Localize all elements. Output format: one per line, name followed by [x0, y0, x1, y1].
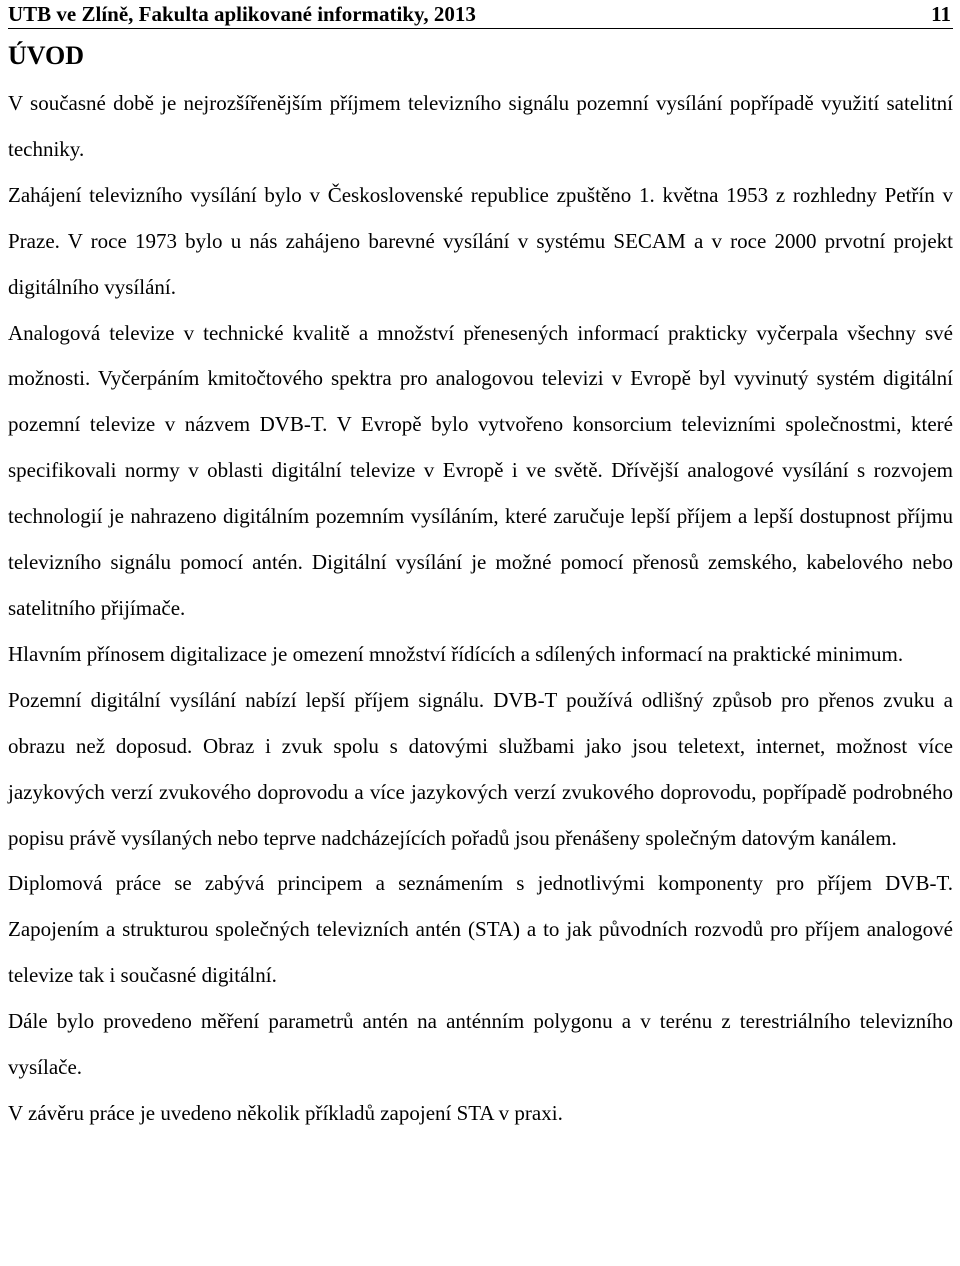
paragraph-8: V závěru práce je uvedeno několik příkladů zapojení STA v praxi.: [8, 1100, 563, 1125]
paragraph-6: Diplomová práce se zabývá principem a seznámením s jednotlivými komponenty pro příjem DVB-T. Zapojením a strukturou společných televizních antén (STA) a to jak původních rozvodů pro příjem analogové televize tak i současné digitální.: [8, 871, 953, 988]
body-text: [8, 81, 953, 1137]
header-title: UTB ve Zlíně, Fakulta aplikované informatiky, 2013: [8, 2, 476, 26]
running-header: [8, 0, 953, 29]
paragraph-3: Analogová televize v technické kvalitě a množství přenesených informací prakticky vyčerpala všechny své možnosti. Vyčerpáním kmitočtového spektra pro analogovou televizi v Evropě byl vyvinutý systém digitální pozemní televize v názvem DVB-T. V Evropě bylo vytvořeno konsorcium televizními společnostmi, které specifikovali normy v oblasti digitální televize v Evropě i ve světě. Dřívější analogové vysílání s rozvojem technologií je nahrazeno digitálním pozemním vysíláním, které zaručuje lepší příjem a lepší dostupnost příjmu televizního signálu pomocí antén. Digitální vysílání je možné pomocí přenosů zemského, kabelového nebo satelitního přijímače.: [8, 320, 953, 620]
paragraph-4: Hlavním přínosem digitalizace je omezení množství řídících a sdílených informací na praktické minimum.: [8, 641, 904, 666]
section-title: ÚVOD: [8, 41, 85, 70]
paragraph-2: Zahájení televizního vysílání bylo v Československé republice zpuštěno 1. května 1953 z rozhledny Petřín v Praze. V roce 1973 bylo u nás zahájeno barevné vysílání v systému SECAM a v roce 2000 prvotní projekt digitálního vysílání.: [8, 182, 953, 299]
paragraph-1: V současné době je nejrozšířenějším příjmem televizního signálu pozemní vysílání popřípadě využití satelitní techniky.: [8, 91, 953, 161]
paragraph-7: Dále bylo provedeno měření parametrů antén na anténním polygonu a v terénu z terestriálního televizního vysílače.: [8, 1009, 953, 1080]
paragraph-5: Pozemní digitální vysílání nabízí lepší příjem signálu. DVB-T používá odlišný způsob pro přenos zvuku a obrazu než doposud. Obraz i zvuk spolu s datovými službami jako jsou teletext, internet, možnost více jazykových verzí zvukového doprovodu a více jazykových verzí zvukového doprovodu, popřípadě podrobného popisu právě vysílaných nebo teprve nadcházejících pořadů jsou přenášeny společným datovým kanálem.: [8, 687, 953, 850]
page-number: 11: [931, 2, 951, 26]
